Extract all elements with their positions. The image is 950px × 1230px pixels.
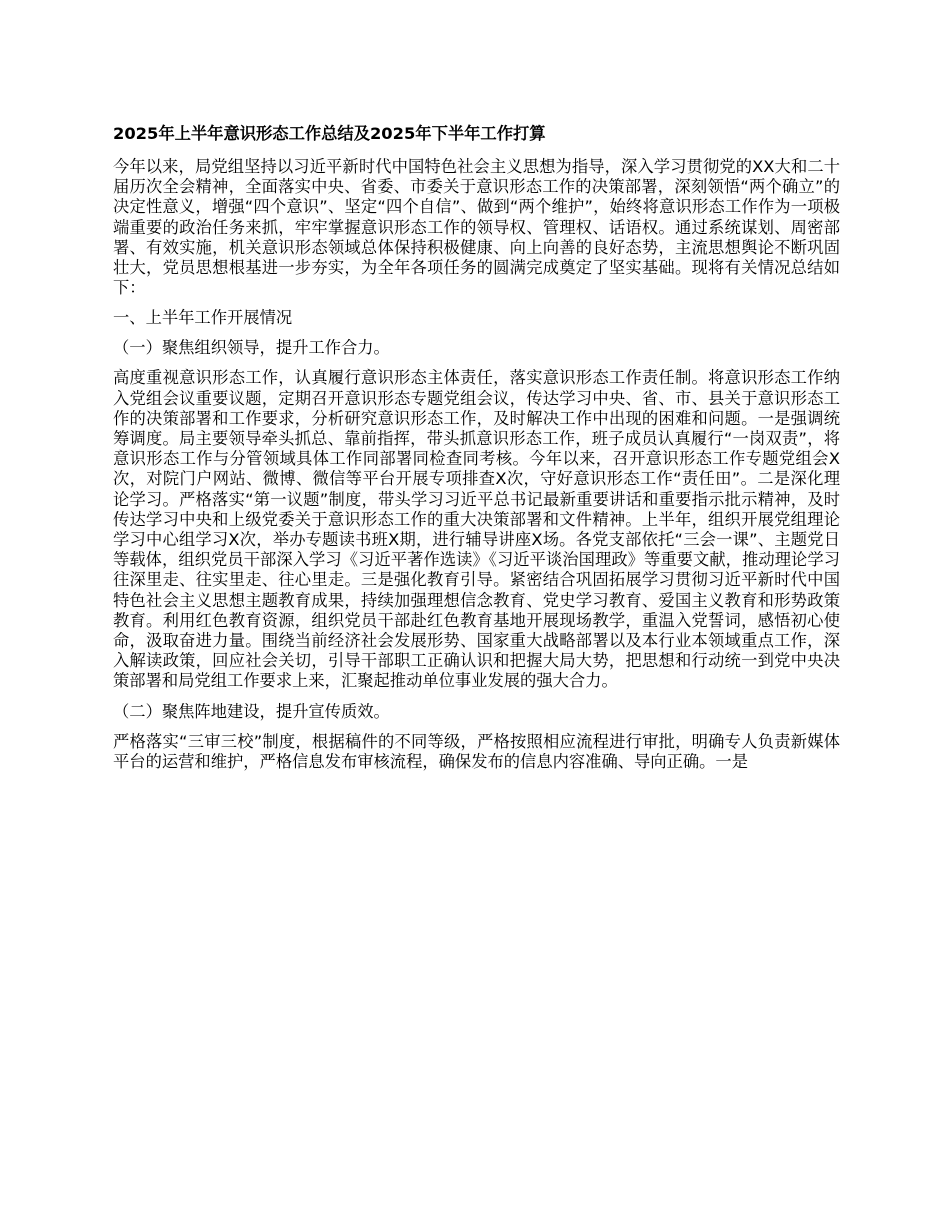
section-heading-1: 一、上半年工作开展情况 [113, 308, 293, 328]
subsection-heading-2: （二）聚焦阵地建设，提升宣传质效。 [113, 701, 390, 721]
document-title: 2025年上半年意识形态工作总结及2025年下半年工作打算 [113, 124, 546, 143]
subsection-body-1: 高度重视意识形态工作，认真履行意识形态主体责任，落实意识形态工作责任制。将意识形态工作纳入党组会议重要议题，定期召开意识形态专题党组会议，传达学习中央、省、市、县关于意识形态工作的决策部署和工作要求，分析研究意识形态工作，及时解决工作中出现的困难和问题。一是强调统筹调度。局主要领导牵头抓总、靠前指挥，带头抓意识形态工作，班子成员认真履行“一岗双责”，将意识形态工作与分管领域具体工作同部署同检查同考核。今年以来，召开意识形态工作专题党组会X次，对院门户网站、微博、微信等平台开展专项排查X次，守好意识形态工作“责任田”。二是深化理论学习。严格落实“第一议题”制度，带头学习习近平总书记最新重要讲话和重要指示批示精神，及时传达学习中央和上级党委关于意识形态工作的重大决策部署和文件精神。上半年，组织开展党组理论学习中心组学习X次，举办专题读书班X期，进行辅导讲座X场。各党支部依托“三会一课”、主题党日等载体，组织党员干部深入学习《习近平著作选读》《习近平谈治国理政》等重要文献，推动理论学习往深里走、往实里走、往心里走。三是强化教育引导。紧密结合巩固拓展学习贯彻习近平新时代中国特色社会主义思想主题教育成果，持续加强理想信念教育、党史学习教育、爱国主义教育和形势政策教育。利用红色教育资源，组织党员干部赴红色教育基地开展现场教学，重温入党誓词，感悟初心使命，汲取奋进力量。围绕当前经济社会发展形势、国家重大战略部署以及本行业本领域重点工作，深入解读政策，回应社会关切，引导干部职工正确认识和把握大局大势，把思想和行动统一到党中央决策部署和局党组工作要求上来，汇聚起推动单位事业发展的强大合力。 [113, 368, 840, 691]
intro-paragraph: 今年以来，局党组坚持以习近平新时代中国特色社会主义思想为指导，深入学习贯彻党的XX大和二十届历次全会精神，全面落实中央、省委、市委关于意识形态工作的决策部署，深刻领悟“两个确立”的决定性意义，增强“四个意识”、坚定“四个自信”、做到“两个维护”，始终将意识形态工作作为一项极端重要的政治任务来抓，牢牢掌握意识形态工作的领导权、管理权、话语权。通过系统谋划、周密部署、有效实施，机关意识形态领域总体保持积极健康、向上向善的良好态势，主流思想舆论不断巩固壮大，党员思想根基进一步夯实，为全年各项任务的圆满完成奠定了坚实基础。现将有关情况总结如下： [113, 157, 840, 298]
subsection-heading-1: （一）聚焦组织领导，提升工作合力。 [113, 338, 390, 358]
document-body [113, 124, 840, 782]
subsection-body-2: 严格落实“三审三校”制度，根据稿件的不同等级，严格按照相应流程进行审批，明确专人负责新媒体平台的运营和维护，严格信息发布审核流程，确保发布的信息内容准确、导向正确。一是 [113, 731, 840, 771]
